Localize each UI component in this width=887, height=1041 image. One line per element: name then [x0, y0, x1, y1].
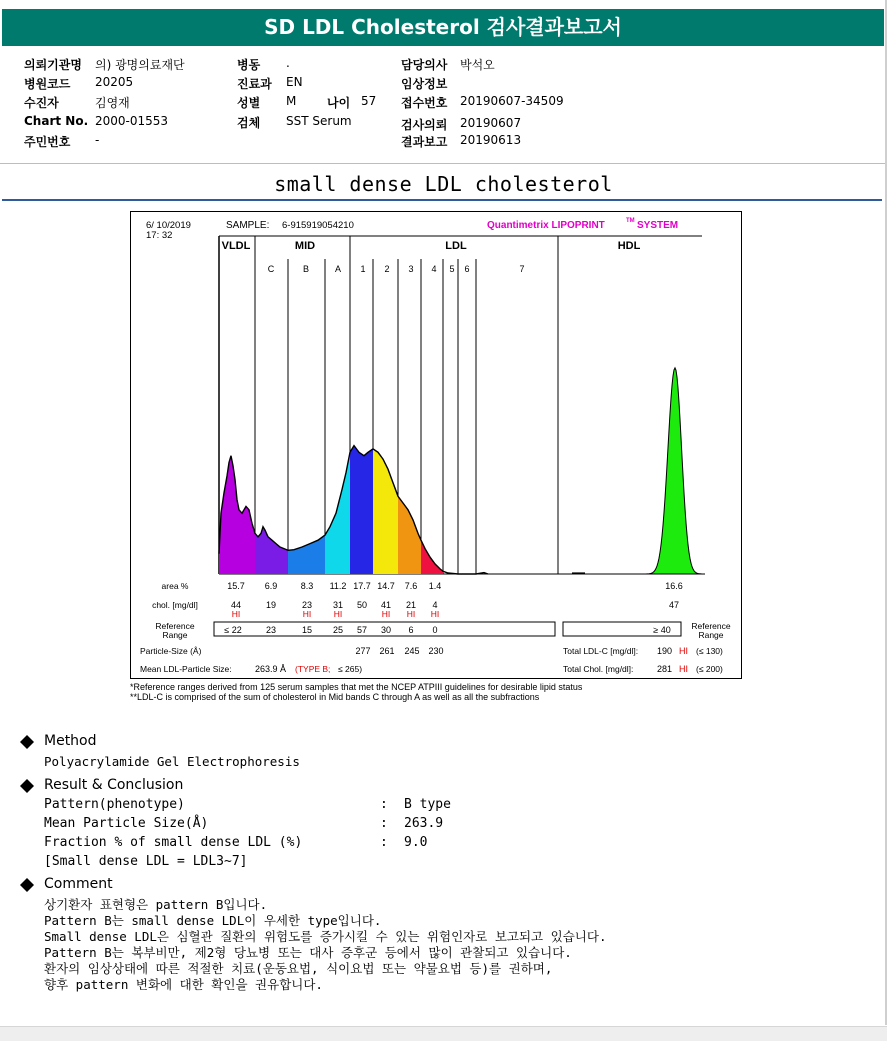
info-label: 접수번호 — [401, 96, 448, 110]
reference-value: 0 — [432, 625, 438, 635]
particle-size-value: 245 — [404, 646, 420, 656]
result-separator: : — [380, 797, 388, 812]
total-chol-value: 281 — [657, 664, 673, 674]
info-value: EN — [286, 75, 303, 89]
comment-line: Pattern B는 복부비만, 제2형 당뇨병 또는 대사 증후군 등에서 많이 관찰되고 있습니다. — [44, 945, 572, 960]
band-area-1 — [350, 446, 373, 574]
footnote: *Reference ranges derived from 125 serum samples that met the NCEP ATPIII guidelines for desirable lipid status — [130, 682, 583, 692]
reference-value: 25 — [332, 625, 344, 635]
report-title: SD LDL Cholesterol 검사결과보고서 — [2, 9, 884, 46]
row-label-particle-size: Particle-Size (Å) — [140, 646, 202, 656]
info-label: 수진자 — [24, 96, 59, 110]
band-label: 2 — [384, 264, 390, 274]
chol-flag: HI — [302, 609, 312, 619]
section-title: small dense LDL cholesterol — [274, 172, 613, 196]
area-value: 8.3 — [300, 581, 314, 591]
chol-value: 50 — [356, 600, 368, 610]
band-label: B — [302, 264, 310, 274]
info-value: - — [95, 133, 100, 147]
result-separator: : — [380, 816, 388, 831]
total-chol-label: Total Chol. [mg/dl]: — [563, 664, 634, 674]
info-label: 검사의뢰 — [401, 118, 448, 132]
band-label: 4 — [431, 264, 437, 274]
section-underline — [2, 199, 882, 201]
lipoprint-chart — [130, 211, 742, 679]
mean-size-limit: ≤ 265) — [338, 664, 363, 674]
diamond-bullet-icon — [20, 878, 34, 892]
total-ldl-limit: (≤ 130) — [696, 646, 723, 656]
chol-value-hdl: 47 — [668, 600, 680, 610]
mean-size-value: 263.9 Å — [255, 664, 287, 674]
comment-line: 환자의 임상상태에 따른 적절한 치료(운동요법, 식이요법 또는 약물요법 등)를 권하며, — [44, 961, 553, 976]
info-value: 57 — [361, 94, 377, 108]
mean-size-type: (TYPE B; — [295, 664, 331, 674]
chol-flag: HI — [406, 609, 416, 619]
particle-size-value: 261 — [379, 646, 395, 656]
info-value: 박석오 — [460, 58, 495, 72]
info-label: 나이 — [327, 96, 351, 110]
info-value: 20190613 — [460, 133, 522, 147]
area-value: 7.6 — [404, 581, 418, 591]
total-ldl-label: Total LDL-C [mg/dl]: — [563, 646, 639, 656]
info-value: 20190607-34509 — [460, 94, 564, 108]
group-header-vldl: VLDL — [221, 240, 251, 252]
info-value: M — [286, 94, 297, 108]
particle-size-value: 230 — [428, 646, 444, 656]
particle-size-value: 277 — [355, 646, 371, 656]
band-label: 7 — [519, 264, 525, 274]
result-value: 263.9 — [404, 816, 444, 831]
reference-value: 30 — [380, 625, 392, 635]
chol-value: 44 — [230, 600, 242, 610]
reference-value: 23 — [265, 625, 277, 635]
row-label-chol: chol. [mg/dl] — [152, 600, 198, 610]
system-name: Quantimetrix LIPOPRINT — [487, 220, 605, 231]
chart-time: 17: 32 — [146, 230, 173, 241]
reference-value: 6 — [408, 625, 414, 635]
info-label: 진료과 — [237, 77, 272, 91]
info-value: 2000-01553 — [95, 114, 169, 128]
band-label: 6 — [464, 264, 470, 274]
info-label: Chart No. — [24, 114, 89, 128]
result-separator: : — [380, 835, 388, 850]
chol-value: 21 — [405, 600, 417, 610]
reference-value-hdl: ≥ 40 — [653, 625, 671, 635]
chol-value: 19 — [265, 600, 277, 610]
chol-flag: HI — [430, 609, 440, 619]
row-label-reference: Reference — [155, 621, 195, 631]
info-value: SST Serum — [286, 114, 352, 128]
row-label-reference-right: Range — [698, 630, 724, 640]
area-value: 6.9 — [264, 581, 278, 591]
info-value: 김영재 — [95, 96, 130, 110]
info-label: 담당의사 — [401, 58, 448, 72]
result-label: Mean Particle Size(Å) — [44, 816, 209, 831]
reference-value: 57 — [356, 625, 368, 635]
system-suffix: SYSTEM — [637, 220, 679, 231]
diamond-bullet-icon — [20, 735, 34, 749]
comment-heading: Comment — [44, 876, 113, 892]
chart-date: 6/ 10/2019 — [146, 220, 191, 231]
result-value: B type — [404, 797, 451, 812]
system-tm: TM — [626, 218, 635, 224]
group-header-mid: MID — [294, 240, 316, 252]
area-value-hdl: 16.6 — [665, 581, 683, 591]
comment-line: Pattern B는 small dense LDL이 우세한 type입니다. — [44, 913, 382, 928]
comment-line: 상기환자 표현형은 pattern B입니다. — [44, 897, 268, 912]
area-value: 11.2 — [329, 581, 347, 591]
sample-id: 6-915919054210 — [282, 220, 354, 231]
area-value: 1.4 — [428, 581, 442, 591]
info-divider — [0, 163, 885, 164]
info-label: 병동 — [237, 58, 261, 72]
group-header-hdl: HDL — [617, 240, 641, 252]
reference-value: ≤ 22 — [224, 625, 242, 635]
row-label-area: area % — [161, 581, 189, 591]
result-note: [Small dense LDL = LDL3~7] — [44, 854, 248, 869]
row-label-mean-size: Mean LDL-Particle Size: — [140, 664, 232, 674]
info-label: 성별 — [237, 96, 261, 110]
diamond-bullet-icon — [20, 779, 34, 793]
area-value: 14.7 — [377, 581, 395, 591]
area-value: 15.7 — [227, 581, 245, 591]
total-chol-limit: (≤ 200) — [696, 664, 723, 674]
info-label: 병원코드 — [24, 77, 71, 91]
chol-flag: HI — [333, 609, 343, 619]
sample-label: SAMPLE: — [226, 220, 270, 231]
band-label: 5 — [449, 264, 455, 274]
band-label: A — [334, 264, 342, 274]
info-value: 20190607 — [460, 116, 522, 130]
info-value: . — [286, 56, 290, 70]
method-heading: Method — [44, 733, 97, 749]
result-heading: Result & Conclusion — [44, 777, 184, 793]
row-label-reference-right: Reference — [691, 621, 731, 631]
info-label: 임상정보 — [401, 77, 448, 91]
band-label: C — [267, 264, 275, 274]
result-label: Fraction % of small dense LDL (%) — [44, 835, 303, 850]
comment-line: 향후 pattern 변화에 대한 확인을 권유합니다. — [44, 977, 323, 992]
chol-value: 41 — [380, 600, 392, 610]
reference-value: 15 — [301, 625, 313, 635]
chol-value: 23 — [301, 600, 313, 610]
info-value: 20205 — [95, 75, 134, 89]
band-label: 3 — [408, 264, 414, 274]
chol-value: 31 — [332, 600, 344, 610]
total-ldl-value: 190 — [657, 646, 673, 656]
info-label: 의뢰기관명 — [24, 58, 82, 72]
info-label: 검체 — [237, 116, 261, 130]
row-label-reference: Range — [162, 630, 188, 640]
info-label: 주민번호 — [24, 135, 71, 149]
band-label: 1 — [360, 264, 366, 274]
total-ldl-flag: HI — [679, 646, 688, 656]
result-label: Pattern(phenotype) — [44, 797, 185, 812]
method-text: Polyacrylamide Gel Electrophoresis — [44, 754, 300, 769]
chol-flag: HI — [381, 609, 391, 619]
footnote: **LDL-C is comprised of the sum of cholesterol in Mid bands C through A as well as all the subfractions — [130, 692, 540, 702]
comment-line: Small dense LDL은 심혈관 질환의 위험도를 증가시킬 수 있는 위험인자로 보고되고 있습니다. — [44, 929, 607, 944]
bottom-bar — [0, 1026, 887, 1041]
total-chol-flag: HI — [679, 664, 688, 674]
group-header-ldl: LDL — [445, 240, 467, 252]
area-value: 17.7 — [353, 581, 371, 591]
info-value: 의) 광명의료재단 — [95, 58, 185, 72]
chol-value: 4 — [432, 600, 438, 610]
chart-svg — [130, 211, 742, 679]
chol-flag: HI — [231, 609, 241, 619]
info-label: 결과보고 — [401, 135, 448, 149]
result-value: 9.0 — [404, 835, 428, 850]
